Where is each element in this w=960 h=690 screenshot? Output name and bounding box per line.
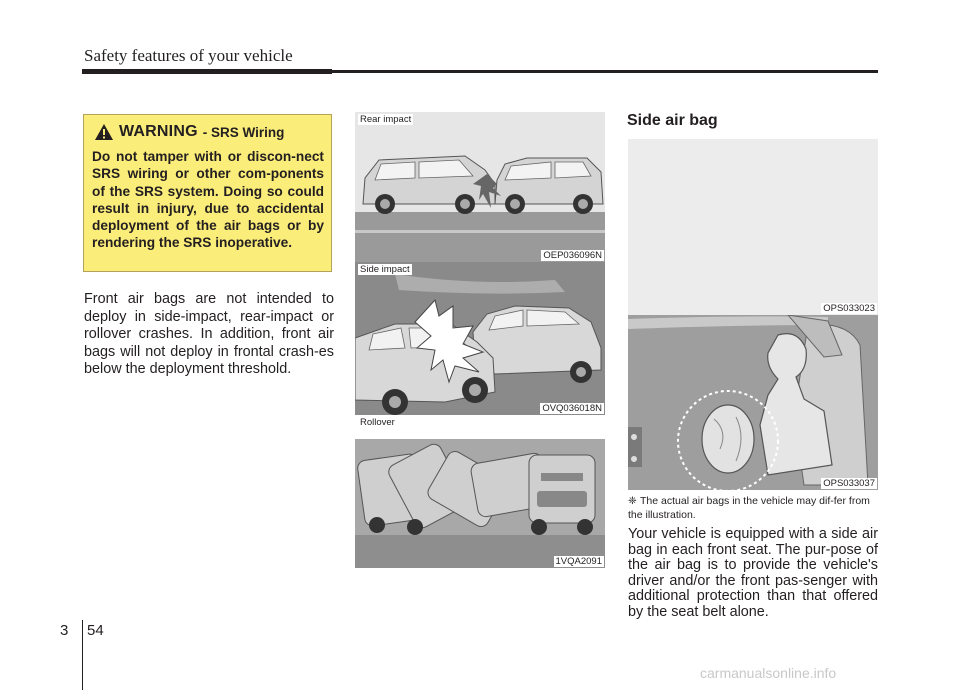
figure-side-airbag-seat	[628, 139, 878, 315]
figure-code: 1VQA2091	[555, 556, 602, 567]
side-airbag-illustration	[628, 315, 878, 490]
page-header-title: Safety features of your vehicle	[84, 46, 293, 65]
figure-side-impact	[355, 262, 605, 415]
section-title: Side air bag	[627, 112, 718, 129]
warning-title: WARNING	[119, 123, 198, 140]
figure-code: OPS033037	[823, 478, 875, 489]
front-airbag-paragraph: Front air bags are not intended to deploy in side-impact, rear-impact or rollover crashes. In addition, front air bags will not deploy in frontal crash-es below the deployment threshold.	[84, 291, 334, 377]
illustration-note	[628, 494, 878, 522]
figure-code: OVQ036018N	[542, 403, 602, 414]
header-rule-accent	[82, 69, 332, 74]
watermark-text: carmanualsonline.info	[700, 665, 837, 681]
rear-impact-illustration	[355, 112, 605, 262]
figure-code: OEP036096N	[543, 250, 602, 261]
warning-body: Do not tamper with or discon-nect SRS wiring or other com-ponents of the SRS system. Doing so could result in injury, due to accidental deployment of the air bags or by rendering the SRS inoperative.	[92, 149, 324, 251]
side-impact-illustration	[355, 262, 605, 415]
note-text: The actual air bags in the vehicle may dif-fer from the illustration.	[628, 495, 870, 521]
figure-rollover	[355, 415, 605, 568]
figure-code: OPS033023	[823, 303, 875, 314]
footer-divider	[82, 620, 83, 690]
note-mark: ❈	[628, 495, 637, 507]
figure-rear-impact	[355, 112, 605, 262]
figure-label: Rear impact	[360, 114, 412, 125]
warning-triangle-icon	[94, 123, 114, 141]
chapter-number: 3	[60, 622, 69, 639]
figure-side-airbag-deployed	[628, 315, 878, 490]
warning-subtitle: - SRS Wiring	[202, 124, 285, 140]
page-number: 54	[87, 622, 104, 639]
figure-label: Side impact	[360, 264, 410, 275]
warning-header	[94, 123, 284, 141]
figure-label: Rollover	[360, 417, 395, 428]
side-airbag-paragraph: Your vehicle is equipped with a side air bag in each front seat. The pur-pose of the air bag is to provide the vehicle's driver and/or the front pas-senger with additional protection than that offered by the seat belt alone.	[628, 526, 878, 620]
rollover-illustration	[355, 415, 605, 568]
warning-box	[83, 114, 332, 272]
